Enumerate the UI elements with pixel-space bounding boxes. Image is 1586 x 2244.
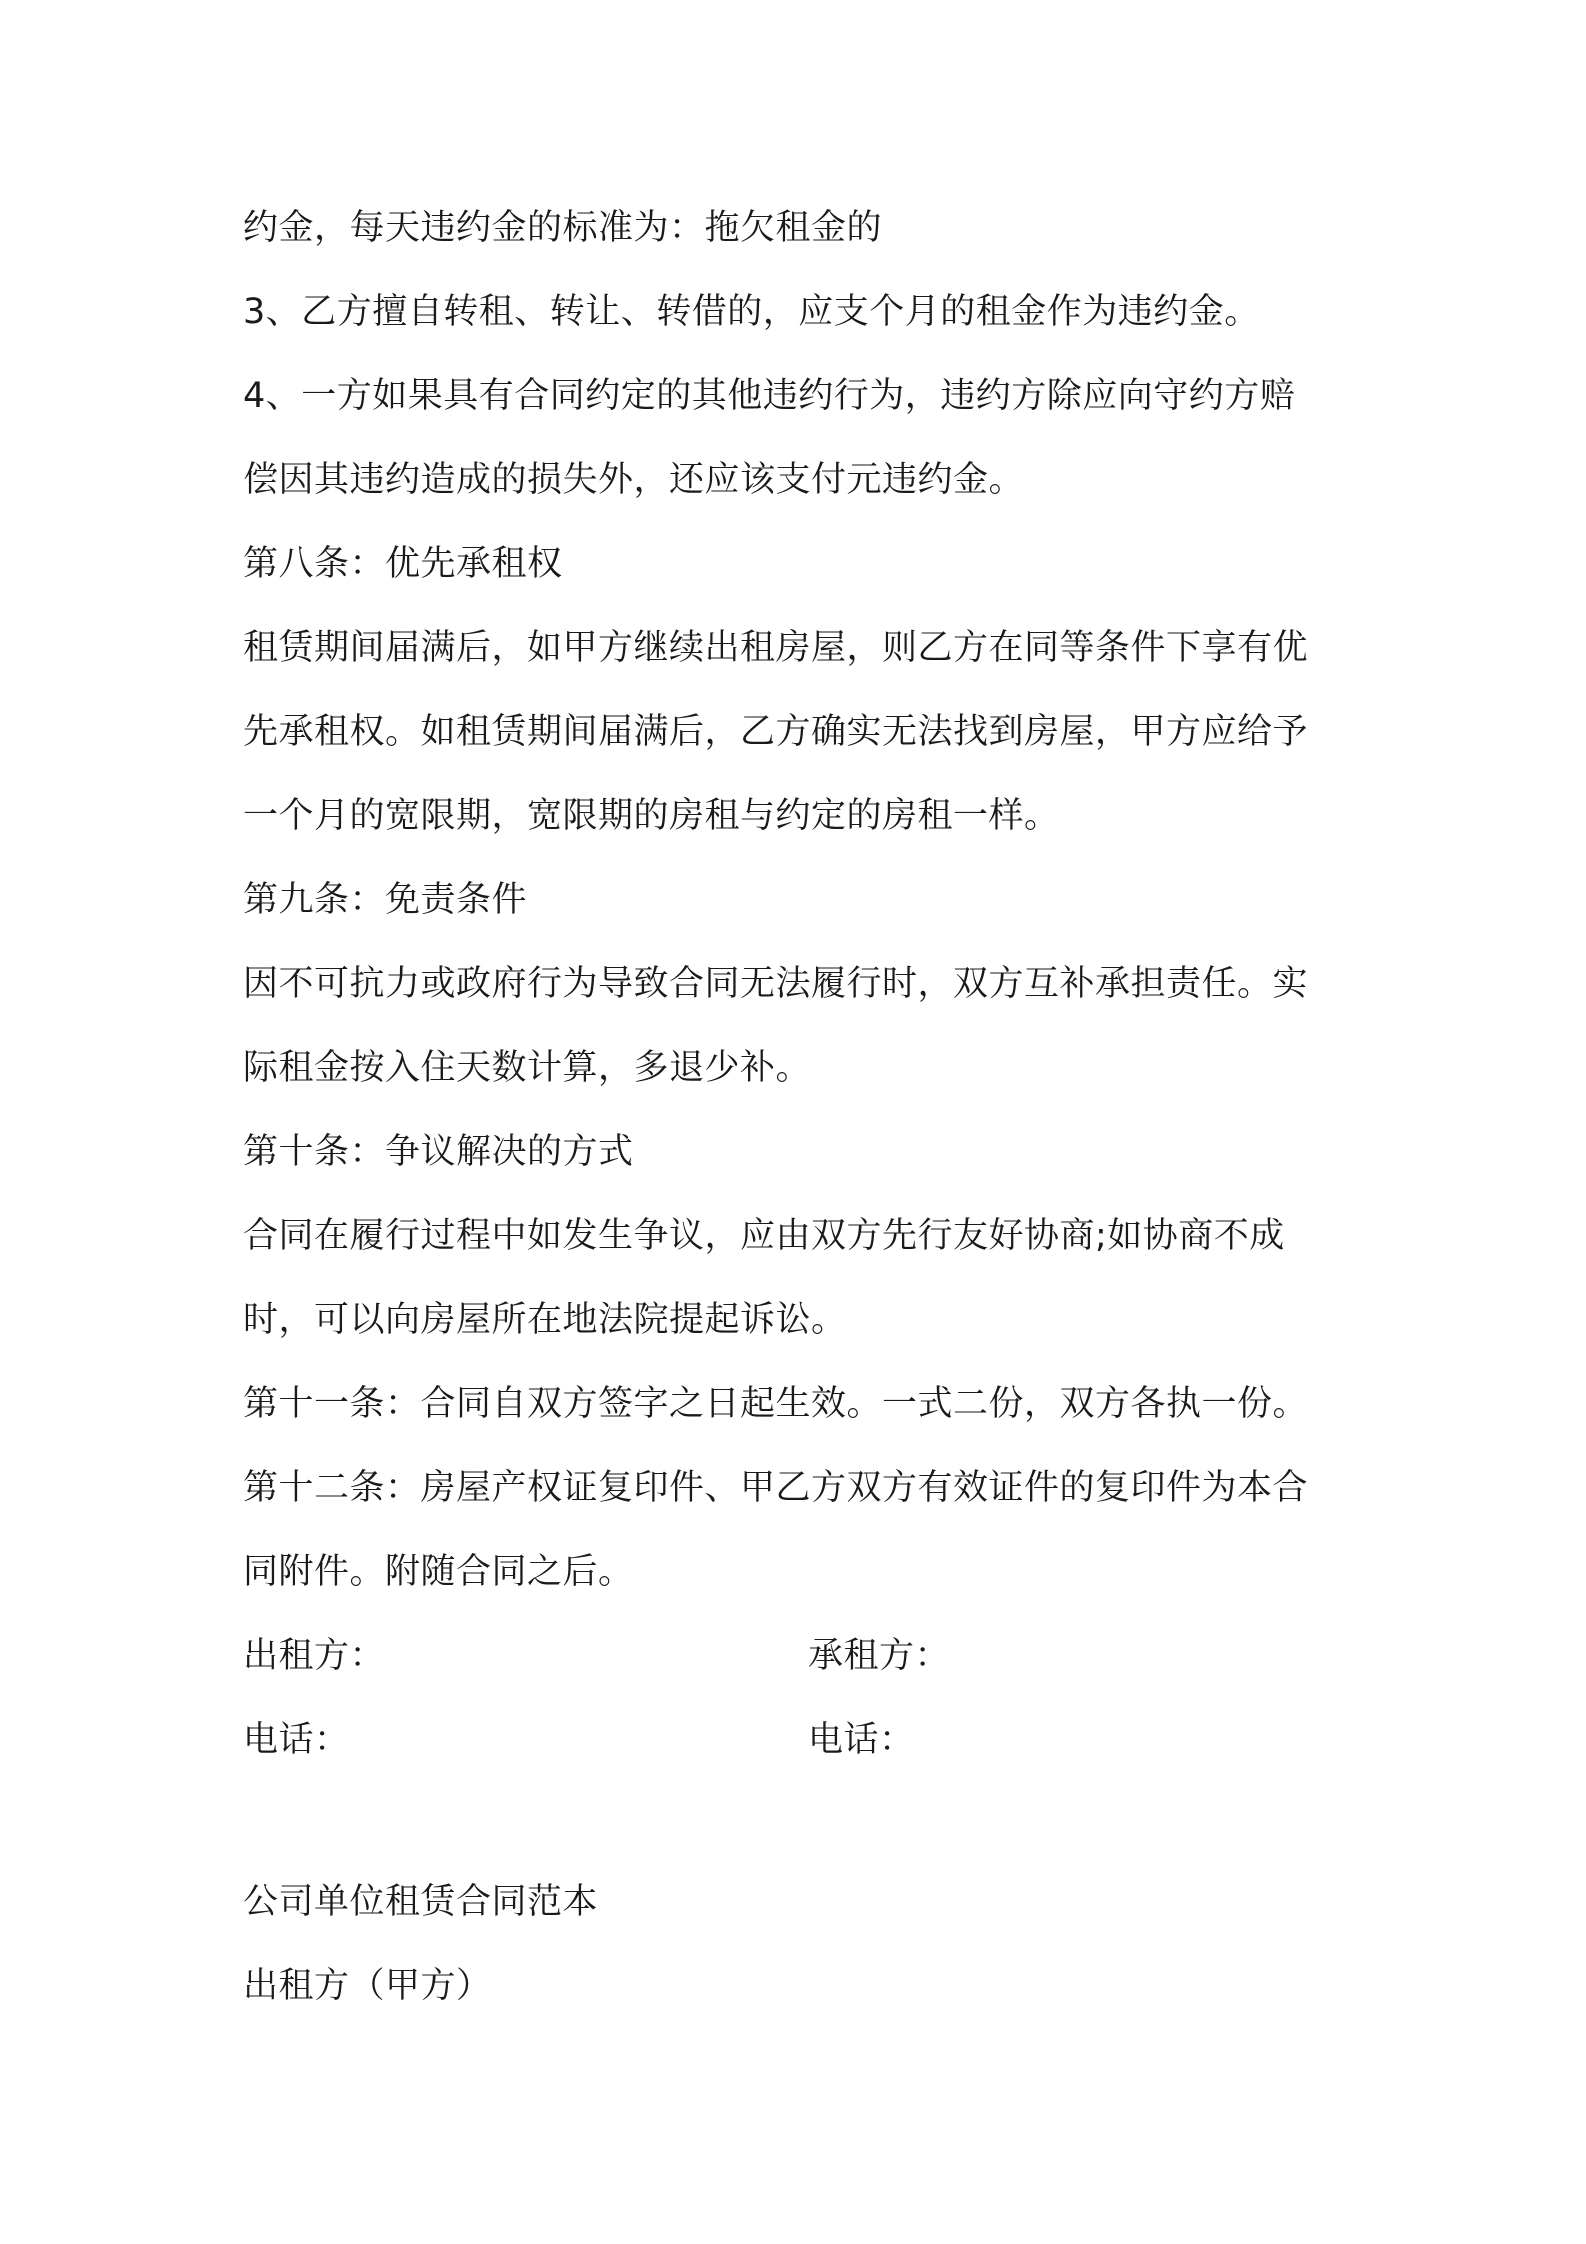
clause-heading: 第十条：争议解决的方式: [243, 1132, 634, 1172]
party-label: 出租方（甲方）: [243, 1966, 492, 2006]
text-line: 合同在履行过程中如发生争议，应由双方先行友好协商;如协商不成: [243, 1216, 1285, 1256]
text-line: 因不可抗力或政府行为导致合同无法履行时，双方互补承担责任。实: [243, 964, 1309, 1004]
section-title: 公司单位租赁合同范本: [243, 1882, 599, 1922]
text-line: 约金，每天违约金的标准为：拖欠租金的: [243, 208, 883, 248]
text-line: 时，可以向房屋所在地法院提起诉讼。: [243, 1300, 847, 1340]
text-line: 偿因其违约造成的损失外，还应该支付元违约金。: [243, 460, 1025, 500]
lessee-phone-label: 电话：: [808, 1720, 915, 1760]
text-line: 4、一方如果具有合同约定的其他违约行为，违约方除应向守约方赔: [243, 376, 1296, 416]
text-line: 一个月的宽限期，宽限期的房租与约定的房租一样。: [243, 796, 1060, 836]
clause-heading: 第八条：优先承租权: [243, 544, 563, 584]
text-line: 际租金按入住天数计算，多退少补。: [243, 1048, 812, 1088]
text-line: 租赁期间届满后，如甲方继续出租房屋，则乙方在同等条件下享有优: [243, 628, 1309, 668]
text-line: 同附件。附随合同之后。: [243, 1552, 634, 1592]
clause-heading: 第十二条：房屋产权证复印件、甲乙方双方有效证件的复印件为本合: [243, 1468, 1309, 1508]
lessor-phone-label: 电话：: [243, 1720, 350, 1760]
clause-heading: 第九条：免责条件: [243, 880, 528, 920]
text-line: 先承租权。如租赁期间届满后，乙方确实无法找到房屋，甲方应给予: [243, 712, 1309, 752]
clause-heading: 第十一条：合同自双方签字之日起生效。一式二份，双方各执一份。: [243, 1384, 1309, 1424]
lessor-signature-label: 出租方：: [243, 1636, 386, 1676]
lessee-signature-label: 承租方：: [808, 1636, 951, 1676]
text-line: 3、乙方擅自转租、转让、转借的，应支个月的租金作为违约金。: [243, 292, 1260, 332]
